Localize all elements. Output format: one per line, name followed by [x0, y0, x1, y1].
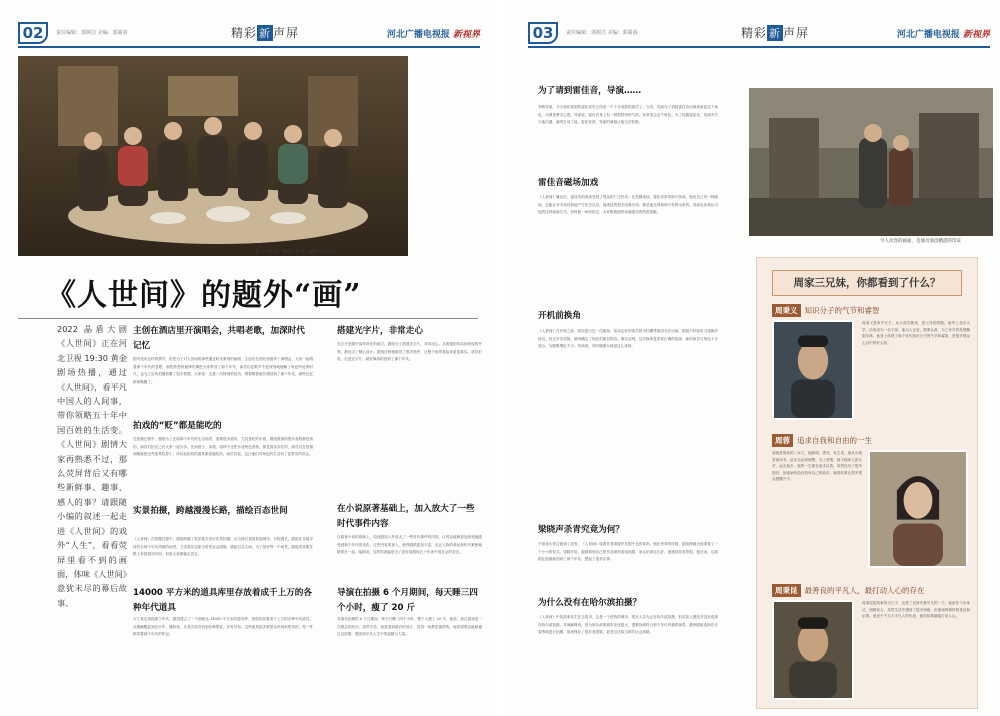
body-location-shooting: 《人世间》在拍摄过程中，剧组跨越了很多地方进行实景拍摄，从吉林长春到其他城市，行程漫长。剧组在各地寻找符合那个年代风貌的场景，力求真实还原当时的社会面貌，描绘百态人间。为了拍好每一个场景，剧组常常要在路上奔波很长时间，但是大家都毫无怨言。: [133, 537, 313, 556]
column-title: [741, 24, 809, 41]
heading-singalong: 主创在酒店里开演唱会，共唱老歌，加深时代记忆: [133, 326, 305, 351]
sidebar-tag-1: [772, 304, 880, 317]
character-tagline: 最善良的平凡人，最打动人心的存在: [804, 586, 925, 595]
page-header: [18, 22, 480, 46]
heading-director: 导演在拍摄 6 个月期间，每天睡三四个小时，瘦了 20 斤: [337, 588, 478, 613]
page-number: 02: [18, 22, 48, 44]
body-edible-props: 在拍摄过程中，剧组为了还原那个年代的生活场景，需要很多道具，尤其是吃的东西，剧组准备的很多食物都是真的，演员们拍完之后大家一起分享。比如饺子、冻梨、冻柿子这些东北特色食物，都是真实存在的，演员们在拍摄间隙就把这些道具吃掉了，所以说拍戏的道具都是能吃的。演员们说，这让他们对角色的生活有了更真实的体会。: [133, 437, 313, 456]
column-title-mark: 新: [259, 27, 272, 40]
body-director: 导演在拍摄的 6 个月期间，每天只睡三四个小时，整个人瘦了 20 斤。他说，拍这部戏是一次难忘的经历，虽然辛苦，但是看到最后的成片，觉得一切都是值得的。他希望观众能够通过这部剧，感受到平凡人生中的温暖与力量。: [337, 617, 482, 636]
photo-caption: 在《人世间》拍摄过程中，剧集出品团队……: [255, 250, 345, 255]
heading-era-events: 在小说原著基础上，加入放大了一些时代事件内容: [337, 504, 475, 529]
body-guangzipian: 光字片是剧中周家所在的地方，剧组为了搭建光字片，非常用心。从街道的布局到房屋的外观，都经过了精心设计。剧组还特意做旧了很多物件，让整个场景看起来更加真实。演员们说，走进光字片，就好像真的回到了那个年代。: [337, 342, 482, 361]
body-lei-jiayin: 李路导演，今天现在看到的雷佳音早已经是一个十分成熟的演员了。当初，导演为了请到雷佳音出演周秉昆这个角色，可谓是费尽心思。导演说，雷佳音身上有一种很特别的气质，非常适合这个角色。为了说服雷佳音，导演多次与他沟通，最终打动了他。雷佳音说，导演的诚意让他无法拒绝。: [538, 105, 718, 124]
lead-paragraph: 2022 晶盾大剧《人世间》正在河北卫视 19:30 黄金剧场热播，通过《人世间》，看平凡中国人的人间事，带你领略五十年中国百姓的生活变。《人世间》剧情大家再熟悉不过，那么荧屏背后又有哪些新鲜事、趣事、感人的事？请跟随小编的叙述一起走进《人世间》的戏外“人生”，看看荧屏里看不到的画面，体味《人世间》意犹未尽的幕后故事。: [57, 324, 127, 608]
heading-guangzipian: 搭建光字片，非常走心: [337, 326, 423, 336]
body-singalong: 剧中没有这样的情节，但是为了对人世间的那些通过时光重现的画面，主创们在酒店里组织了演唱会，大家一起唱着那个年代的老歌，那些熟悉的旋律仿佛把大家带回了那个年代，演员们在歌声中更深刻地理解了角色所处的时代，也为之后的拍摄积累了很多情感。大家说：这是一次特别的经历，唱着唱着就仿佛回到了那个年代，那些记忆都被唤醒了。: [133, 357, 313, 384]
heading-lei-jiayin: 为了请到雷佳音，导演……: [538, 86, 642, 96]
newspaper-title: 河北广播电视报: [896, 30, 960, 40]
newspaper-title: 河北广播电视报: [386, 30, 450, 40]
heading-edible-props: 拍戏的“贬”都是能吃的: [133, 421, 222, 431]
heading-liang-xiaosheng: 梁晓声杀青究竟为何？: [538, 525, 624, 535]
zhou-bingkun-photo: [772, 600, 854, 700]
sidebar-text-1: 周秉义是家中长子，从小品学兼优，是父母的骄傲。他考上北京大学，后来成为一名干部。他为人正直，做事认真，为了家乡的发展鞠躬尽瘁。他身上体现了那个年代知识分子的气节和睿智，是很多观众心目中的好大哥。: [862, 321, 970, 345]
newspaper-name: [387, 27, 480, 40]
heading-improv: 雷佳音磁场加戏: [538, 178, 599, 188]
article-title: 《人世间》的题外“画”: [46, 278, 362, 313]
body-era-events: 在原著小说的基础上，电视剧加入并放大了一些时代事件的内容，让观众能够更加深刻地感受到那个年代的变化。这些内容的加入，使得剧情更加丰富，也让人物的命运和时代紧密地联系在一起。编剧说，这样的改编是为了更好地展现五十年来中国社会的变迁。: [337, 535, 482, 554]
body-liang-xiaosheng: 不知道大家注意到了没有，《人世间》原著作者梁晓声在剧中也有客串。他在杀青的时候，剧组特地为他准备了一个小小的仪式。梁晓声说，能够看到自己的作品被拍成电视剧，而且拍得这么好，他感到非常欣慰。他还说，这部剧让他重新回到了那个年代，想起了很多往事。: [538, 542, 718, 561]
body-improv: 《人世间》播出后，雷佳音的表演受到了观众的广泛好评。在拍摄现场，雷佳音常常即兴加戏，他说自己有一种磁场，总能让对手演员和他产生化学反应。周秉昆的很多经典台词，都是他在现场即兴发挥出来的，导演也非常认可他的这种表演方式。有时候一场戏拍完，大家都被他的表演感动得热泪盈眶。: [538, 195, 718, 214]
zhou-rong-photo: [868, 450, 968, 568]
character-name: 周蓉: [772, 434, 793, 447]
heading-location-shooting: 实景拍摄，跨越漫漫长路，描绘百态世间: [133, 506, 288, 516]
staff-credits: 责任编辑：郭树洁 美编：郭婧茜: [56, 30, 128, 36]
family-dinner-photo: [18, 56, 408, 256]
sidebar-text-3: 周秉昆是周家的小儿子，也是三兄妹中最平凡的一个。他留在父母身边，照顾家人，虽然生活中遇到了很多困难，但他始终保持着善良和乐观。他是千千万万平凡人的代表，他的故事最能打动人心。: [862, 601, 970, 619]
page-gutter: [490, 0, 510, 716]
character-tagline: 知识分子的气节和睿智: [804, 306, 880, 315]
heading-prop-warehouse: 14000 平方米的道具库里存放着成千上万的各种年代道具: [133, 588, 312, 613]
column-title-pre: 精彩: [231, 26, 258, 40]
heading-recast: 开机前换角: [538, 311, 581, 321]
sidebar-title: 周家三兄妹，你都看到了什么？: [772, 270, 962, 296]
newspaper-logo: 新视界: [452, 30, 480, 40]
column-title: [231, 24, 299, 41]
staff-credits: 责任编辑：郭树洁 美编：郭婧茜: [566, 30, 638, 36]
column-title-pre: 精彩: [741, 26, 768, 40]
body-recast: 《人世间》在开机之前，曾经进行过一次换角。原本定好的演员因为档期等原因无法出演，剧组只好临时寻找新的演员。经过多次试镜，最终确定了现在的演员阵容。事实证明，这次换角是非常正确的选择，新的演员与角色十分契合，为剧集增色不少。导演说，有时候缘分就是这么奇妙。: [538, 329, 718, 348]
sidebar-text-2: 周蓉是周家的二女儿，她聪明、漂亮，有主见。她从小就喜欢读书，追求自由和理想。为了爱情，她不顾家人的反对，远走他乡。她的一生都在追求自我，虽然经历了很多挫折，但她始终没有放弃自己的追求。她的故事让很多观众感慨万千。: [772, 451, 862, 482]
sidebar-tag-3: [772, 584, 925, 597]
title-rule: [18, 318, 478, 319]
street-scene-photo: [749, 88, 993, 236]
zhou-bingyi-photo: [772, 320, 854, 420]
header-rule: [18, 46, 480, 48]
sidebar-tag-2: [772, 434, 872, 447]
page-header: [528, 22, 990, 46]
newspaper-logo: 新视界: [962, 30, 990, 40]
column-title-post: 声屏: [273, 26, 300, 40]
character-tagline: 追求自我和自由的一生: [797, 436, 872, 445]
column-title-mark: 新: [769, 27, 782, 40]
character-name: 周秉昆: [772, 584, 801, 597]
column-title-post: 声屏: [783, 26, 810, 40]
body-prop-warehouse: 为了真实再现那个年代，剧组建立了一个面积达 14000 平方米的道具库，里面存放着成千上万的各种年代道具，从锅碗瓢盆到自行车、缝纫机，从老式收音机到各种票证，应有尽有。这些道具很多都是从民间收集来的，每一件都带着那个年代的印记。: [133, 617, 313, 636]
page-number: 03: [528, 22, 558, 44]
newspaper-name: [897, 27, 990, 40]
character-name: 周秉义: [772, 304, 801, 317]
heading-harbin: 为什么没有在哈尔滨拍摄？: [538, 598, 642, 608]
body-harbin: 《人世间》中的故事发生在吉春市，这是一个虚构的城市，很多人以为会在哈尔滨拍摄，但实际上剧组并没有选择在哈尔滨拍摄。导演解释说，因为哈尔滨的城市变化很大，很难找到符合那个年代风貌的场景。最终剧组选择在长春等地进行拍摄，那里保存了很多老建筑，更适合还原当时的社会面貌。: [538, 615, 718, 634]
header-rule: [528, 46, 990, 48]
photo-caption: 令人动容的画面，是演员演技精湛的印证: [880, 239, 961, 244]
left-page: [0, 0, 490, 716]
